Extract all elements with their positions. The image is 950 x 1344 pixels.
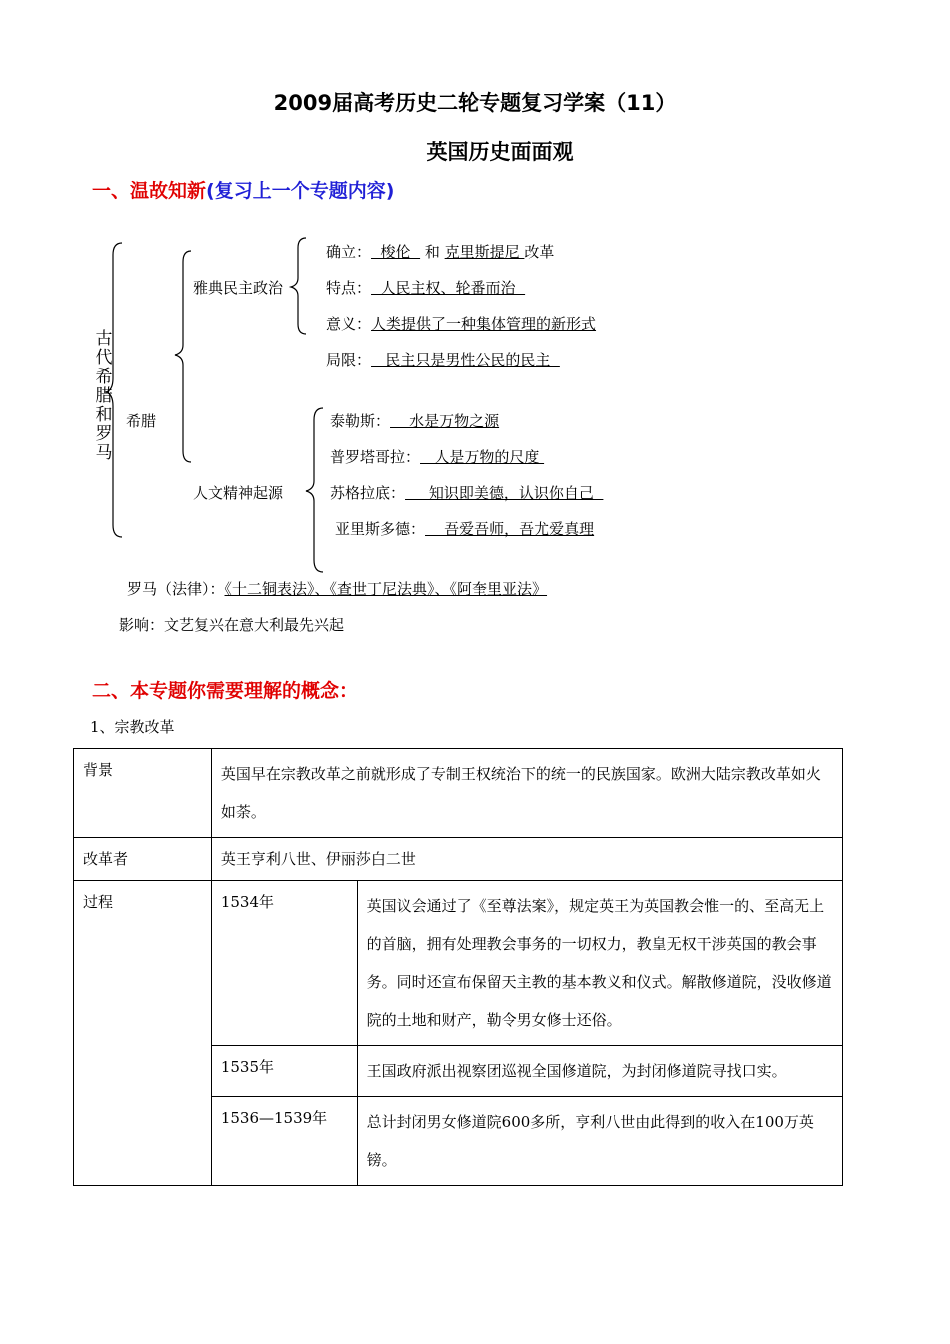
rome-law-line: 罗马（法律）：《十二铜表法》、《查世丁尼法典》、《阿奎里亚法》 [127,580,548,598]
process-year: 1536—1539年 [211,1097,357,1186]
reformer-text: 英王亨利八世、伊丽莎白二世 [211,838,842,881]
influence-line: 影响：文艺复兴在意大利最先兴起 [119,616,345,634]
tree-greece-label: 希腊 [126,412,157,430]
tree-athens-label: 雅典民主政治 [193,279,284,297]
table-row [74,881,843,1046]
process-year: 1534年 [211,881,357,1046]
athens-item-significance: 意义：人类提供了一种集体管理的新形式 [326,315,597,333]
process-year: 1535年 [211,1046,357,1097]
page-title: 2009届高考历史二轮专题复习学案（11） [273,91,677,115]
subheading-reformation: 1、宗教改革 [90,718,175,736]
greece-brace [175,251,191,462]
tree-root-label: 古代希腊和罗马 [95,329,113,463]
athens-item-founding: 确立： 梭伦 和 克里斯提尼 改革 [326,243,555,261]
athens-item-limitation: 局限： 民主只是男性公民的民主 [326,351,560,369]
humanism-item-aristotle: 亚里斯多德： 吾爱吾师，吾尤爱真理 [335,520,595,538]
section1-heading-blue: (复习上一个专题内容) [206,180,395,202]
table-row [74,838,843,881]
reformation-table [73,748,843,1186]
process-text: 王国政府派出视察团巡视全国修道院，为封闭修道院寻找口实。 [357,1046,842,1097]
athens-item-features: 特点： 人民主权、轮番而治 [326,279,526,297]
background-label: 背景 [74,749,212,838]
table-row [74,749,843,838]
section1-heading-red: 一、温故知新 [92,180,207,202]
humanism-brace [306,408,323,572]
tree-humanism-label: 人文精神起源 [193,484,284,502]
process-text: 英国议会通过了《至尊法案》，规定英王为英国教会惟一的、至高无上的首脑，拥有处理教会事务的一切权力，教皇无权干涉英国的教会事务。同时还宣布保留天主教的基本教义和仪式。解散修道院，没收修道院的土地和财产，勒令男女修士还俗。 [357,881,842,1046]
process-label: 过程 [74,881,212,1186]
humanism-item-protagoras: 普罗塔哥拉： 人是万物的尺度 [330,448,545,466]
athens-brace [291,238,306,334]
tree-braces [0,0,950,600]
page-subtitle: 英国历史面面观 [426,140,574,164]
process-text: 总计封闭男女修道院600多所，亨利八世由此得到的收入在100万英镑。 [357,1097,842,1186]
background-text: 英国早在宗教改革之前就形成了专制王权统治下的统一的民族国家。欧洲大陆宗教改革如火如荼。 [211,749,842,838]
reformer-label: 改革者 [74,838,212,881]
section2-heading: 二、本专题你需要理解的概念： [92,680,359,702]
humanism-item-socrates: 苏格拉底： 知识即美德，认识你自己 [330,484,604,502]
humanism-item-thales: 泰勒斯： 水是万物之源 [330,412,500,430]
